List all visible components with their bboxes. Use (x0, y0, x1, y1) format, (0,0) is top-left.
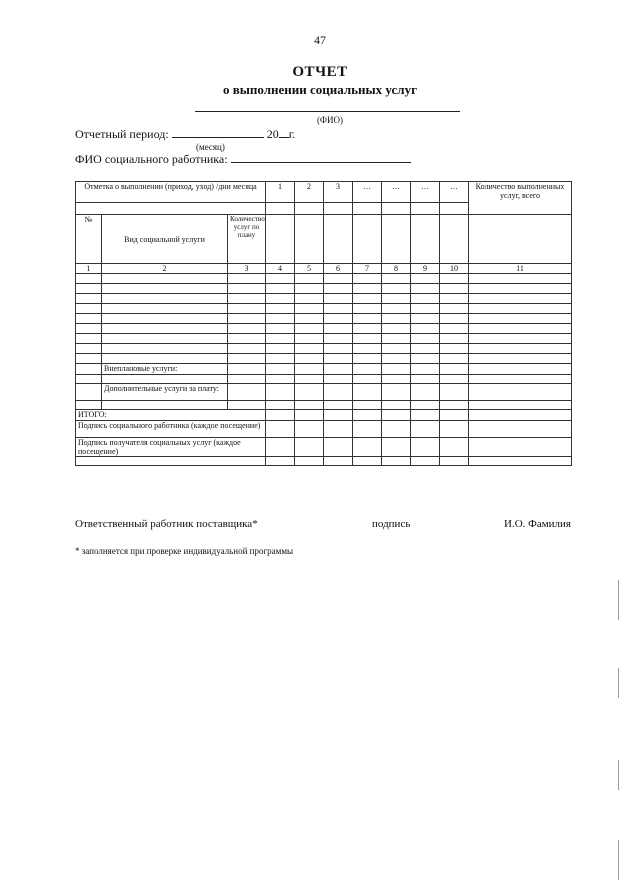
table-cell[interactable] (295, 284, 324, 294)
table-cell[interactable] (295, 344, 324, 354)
table-cell[interactable] (411, 410, 440, 421)
table-cell[interactable] (411, 294, 440, 304)
day-col: … (353, 182, 382, 203)
col-number: 4 (266, 264, 295, 274)
table-cell[interactable] (353, 314, 382, 324)
table-cell[interactable] (440, 354, 469, 364)
table-cell[interactable] (382, 274, 411, 284)
table-cell[interactable] (102, 324, 228, 334)
col-number: 2 (102, 264, 228, 274)
table-cell[interactable] (382, 215, 411, 264)
table-cell[interactable] (228, 294, 266, 304)
table-cell[interactable] (102, 334, 228, 344)
table-cell[interactable] (295, 304, 324, 314)
table-cell[interactable] (469, 344, 572, 354)
table-cell[interactable] (102, 344, 228, 354)
table-cell[interactable] (382, 344, 411, 354)
table-cell[interactable] (353, 284, 382, 294)
scan-mark (618, 760, 619, 790)
table-cell[interactable] (102, 304, 228, 314)
table-cell[interactable] (228, 334, 266, 344)
table-cell[interactable] (353, 354, 382, 364)
col-number: 1 (76, 264, 102, 274)
table-cell[interactable] (382, 304, 411, 314)
table-cell[interactable] (382, 334, 411, 344)
col-number: 11 (469, 264, 572, 274)
table-cell[interactable] (102, 354, 228, 364)
table-cell[interactable] (228, 314, 266, 324)
header-days: Отметка о выполнении (приход, уход) /дни месяца (76, 182, 266, 203)
col-qty-header: Количество услуг по плану (228, 215, 266, 264)
table-cell[interactable] (266, 274, 295, 284)
table-cell[interactable] (469, 438, 572, 457)
table-cell[interactable] (324, 364, 353, 375)
table-cell[interactable] (76, 294, 102, 304)
table-cell[interactable] (353, 438, 382, 457)
table-cell[interactable] (353, 421, 382, 438)
table-cell[interactable] (469, 384, 572, 401)
footnote: * заполняется при проверке индивидуальной программы (75, 546, 294, 556)
table-cell[interactable] (353, 215, 382, 264)
table-cell[interactable] (266, 314, 295, 324)
recipient-signature-label: Подпись получателя социальных услуг (каждое посещение) (76, 438, 266, 457)
table-cell[interactable] (469, 274, 572, 284)
table-cell[interactable] (411, 438, 440, 457)
day-col: … (411, 182, 440, 203)
fio-line[interactable] (195, 111, 460, 112)
table-cell[interactable] (440, 421, 469, 438)
table-cell[interactable] (102, 314, 228, 324)
table-cell[interactable] (228, 274, 266, 284)
table-cell[interactable] (353, 410, 382, 421)
table-cell[interactable] (411, 304, 440, 314)
table-cell[interactable] (382, 410, 411, 421)
table-cell[interactable] (266, 344, 295, 354)
table-cell[interactable] (228, 354, 266, 364)
table-cell[interactable] (382, 324, 411, 334)
scan-mark (618, 840, 619, 880)
table-cell[interactable] (353, 384, 382, 401)
table-cell[interactable] (353, 203, 382, 215)
table-cell[interactable] (353, 324, 382, 334)
year-prefix: 20 (266, 127, 279, 141)
table-cell[interactable] (266, 354, 295, 364)
table-cell[interactable] (324, 384, 353, 401)
table-cell[interactable] (382, 354, 411, 364)
table-cell[interactable] (440, 284, 469, 294)
table-cell[interactable] (411, 324, 440, 334)
table-cell[interactable] (411, 354, 440, 364)
table-cell[interactable] (440, 384, 469, 401)
table-cell[interactable] (440, 410, 469, 421)
table-cell[interactable] (295, 438, 324, 457)
table-cell[interactable] (353, 294, 382, 304)
table-cell[interactable] (266, 438, 295, 457)
period-label: Отчетный период: (75, 127, 169, 141)
table-cell[interactable] (440, 314, 469, 324)
table-cell[interactable] (411, 215, 440, 264)
table-cell[interactable] (295, 334, 324, 344)
table-cell[interactable] (411, 314, 440, 324)
table-cell[interactable] (469, 294, 572, 304)
table-cell[interactable] (469, 364, 572, 375)
scan-mark (618, 580, 619, 620)
col-number: 10 (440, 264, 469, 274)
table-cell[interactable] (324, 284, 353, 294)
table-cell[interactable] (411, 334, 440, 344)
worker-signature-label: Подпись социального работника (каждое посещение) (76, 421, 266, 438)
table-cell[interactable] (382, 364, 411, 375)
table-cell[interactable] (440, 364, 469, 375)
table-cell[interactable] (324, 314, 353, 324)
table-cell[interactable] (440, 438, 469, 457)
table-cell[interactable] (440, 344, 469, 354)
worker-blank[interactable] (231, 162, 411, 163)
table-cell[interactable] (382, 314, 411, 324)
table-cell[interactable] (324, 410, 353, 421)
table-cell[interactable] (324, 294, 353, 304)
table-cell[interactable] (411, 384, 440, 401)
table-cell[interactable] (469, 314, 572, 324)
table-cell[interactable] (102, 294, 228, 304)
table-cell[interactable] (324, 421, 353, 438)
col-number: 6 (324, 264, 353, 274)
fio-caption: (ФИО) (316, 115, 344, 125)
table-cell[interactable] (440, 324, 469, 334)
table-cell[interactable] (382, 421, 411, 438)
table-cell[interactable] (266, 410, 295, 421)
table-cell[interactable] (411, 203, 440, 215)
table-cell[interactable] (295, 410, 324, 421)
table-cell[interactable] (76, 304, 102, 314)
table-cell[interactable] (266, 421, 295, 438)
day-col: 2 (295, 182, 324, 203)
table-cell[interactable] (295, 215, 324, 264)
report-table (75, 181, 572, 466)
table-cell[interactable] (382, 438, 411, 457)
table-cell[interactable] (440, 203, 469, 215)
document-title: ОТЧЕТ (292, 64, 348, 80)
col-number: 3 (228, 264, 266, 274)
table-cell[interactable] (440, 294, 469, 304)
table-cell[interactable] (382, 284, 411, 294)
total-label: ИТОГО: (76, 410, 266, 421)
table-cell[interactable] (76, 354, 102, 364)
table-cell[interactable] (76, 274, 102, 284)
table-cell[interactable] (228, 344, 266, 354)
scan-mark (618, 668, 619, 698)
table-cell[interactable] (469, 284, 572, 294)
report-period (75, 127, 295, 142)
table-cell[interactable] (76, 324, 102, 334)
table-cell[interactable] (324, 334, 353, 344)
table-cell[interactable] (228, 304, 266, 314)
table-cell[interactable] (411, 274, 440, 284)
col-number: 9 (411, 264, 440, 274)
table-cell[interactable] (324, 274, 353, 284)
table-cell[interactable] (440, 334, 469, 344)
table-cell[interactable] (76, 334, 102, 344)
table-cell[interactable] (469, 410, 572, 421)
table-cell[interactable] (102, 284, 228, 294)
table-cell[interactable] (353, 344, 382, 354)
table-cell[interactable] (324, 438, 353, 457)
table-cell[interactable] (266, 203, 295, 215)
table-cell[interactable] (228, 364, 266, 375)
table-cell[interactable] (295, 364, 324, 375)
responsible-label: Ответственный работник поставщика* (75, 518, 258, 530)
table-cell[interactable] (266, 324, 295, 334)
table-cell[interactable] (469, 215, 572, 264)
table-cell[interactable] (266, 284, 295, 294)
signature-label: подпись (372, 518, 411, 530)
table-cell[interactable] (295, 421, 324, 438)
header-total: Количество выполненных услуг, всего (469, 182, 572, 215)
table-cell[interactable] (411, 364, 440, 375)
table-cell[interactable] (469, 421, 572, 438)
table-cell[interactable] (102, 274, 228, 284)
year-blank[interactable] (279, 137, 289, 138)
month-caption: (месяц) (196, 142, 225, 152)
col-number: 5 (295, 264, 324, 274)
col-service-header: Вид социальной услуги (102, 215, 228, 264)
table-cell[interactable] (440, 304, 469, 314)
col-num-header: № (76, 215, 102, 264)
day-col: … (440, 182, 469, 203)
table-cell[interactable] (469, 354, 572, 364)
unplanned-label: Внеплановые услуги: (102, 364, 228, 375)
table-cell[interactable] (295, 294, 324, 304)
table-cell[interactable] (382, 384, 411, 401)
table-cell[interactable] (76, 364, 102, 375)
col-number: 7 (353, 264, 382, 274)
page-number: 47 (314, 33, 326, 47)
table-cell[interactable] (295, 203, 324, 215)
table-cell[interactable] (266, 294, 295, 304)
table-cell[interactable] (353, 274, 382, 284)
table-cell[interactable] (324, 215, 353, 264)
table-cell[interactable] (353, 304, 382, 314)
table-cell[interactable] (324, 203, 353, 215)
table-cell[interactable] (324, 344, 353, 354)
table-cell[interactable] (266, 334, 295, 344)
year-suffix: г. (288, 127, 296, 141)
table-cell[interactable] (411, 344, 440, 354)
table-cell[interactable] (295, 384, 324, 401)
table-cell[interactable] (266, 304, 295, 314)
table-cell[interactable] (353, 334, 382, 344)
day-col: 3 (324, 182, 353, 203)
month-blank[interactable] (172, 137, 264, 138)
table-cell[interactable] (76, 284, 102, 294)
table-cell[interactable] (76, 203, 266, 215)
table-cell[interactable] (76, 384, 102, 401)
table-cell[interactable] (266, 384, 295, 401)
table-cell[interactable] (76, 314, 102, 324)
table-cell[interactable] (469, 304, 572, 314)
table-cell[interactable] (353, 364, 382, 375)
day-col: … (382, 182, 411, 203)
table-cell[interactable] (266, 215, 295, 264)
table-cell[interactable] (76, 344, 102, 354)
table-cell[interactable] (411, 284, 440, 294)
table-cell[interactable] (382, 294, 411, 304)
paid-label: Дополнительные услуги за плату: (102, 384, 228, 401)
table-cell[interactable] (411, 421, 440, 438)
table-cell[interactable] (440, 274, 469, 284)
name-label: И.О. Фамилия (504, 518, 571, 530)
worker-field (75, 152, 411, 167)
table-cell[interactable] (469, 324, 572, 334)
col-number: 8 (382, 264, 411, 274)
table-cell[interactable] (469, 334, 572, 344)
table-cell[interactable] (324, 304, 353, 314)
table-cell[interactable] (382, 203, 411, 215)
day-col: 1 (266, 182, 295, 203)
table-cell[interactable] (228, 384, 266, 401)
table-cell[interactable] (324, 324, 353, 334)
table-cell[interactable] (228, 324, 266, 334)
table-cell[interactable] (324, 354, 353, 364)
table-cell[interactable] (440, 215, 469, 264)
table-cell[interactable] (295, 274, 324, 284)
worker-label: ФИО социального работника: (75, 152, 228, 166)
document-subtitle: о выполнении социальных услуг (222, 82, 417, 97)
table-cell[interactable] (295, 354, 324, 364)
table-cell[interactable] (295, 324, 324, 334)
table-cell[interactable] (295, 314, 324, 324)
table-cell[interactable] (228, 284, 266, 294)
table-cell[interactable] (266, 364, 295, 375)
